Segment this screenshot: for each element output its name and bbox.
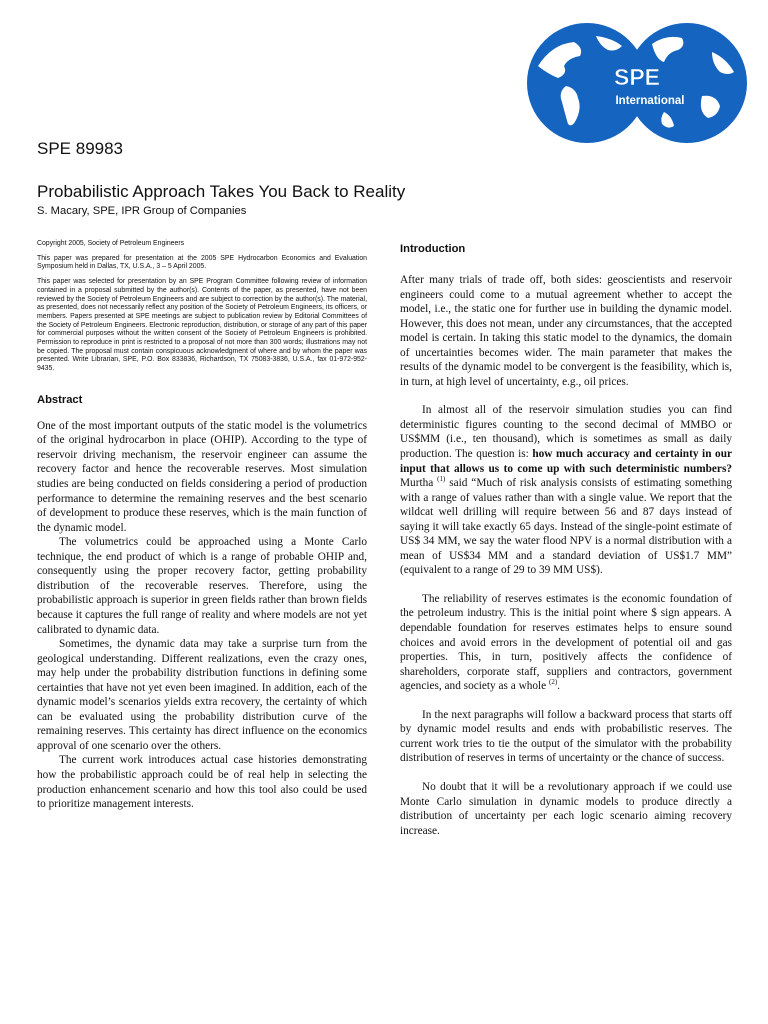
reference-1: (1) [437, 475, 446, 484]
abstract-paragraph-3: Sometimes, the dynamic data may take a surprise turn from the geological understanding. Different realizations, even the crazy ones, may help under the probability distribution functions in defining some certainties that have not yet even been imagined. In addition, each of the dynamic model’s scenarios yields extra recovery, the certainty of which can be evaluated using the probability distribution curve of the remaining reserves. This certainty has direct influence on the economics approval of one scenario over the others. [37, 638, 367, 752]
permission-notice: This paper was selected for presentation by an SPE Program Committee following review of information contained in a proposal submitted by the author(s). Contents of the paper, as presented, have not been reviewed by the Society of Petroleum Engineers and are subject to correction by the author(s). The material, as presented, does not necessarily reflect any position of the Society of Petroleum Engineers, its officers, or members. Papers presented at SPE meetings are subject to publication review by Editorial Committees of the Society of Petroleum Engineers. Electronic reproduction, distribution, or storage of any part of this paper for commercial purposes without the written consent of the Society of Petroleum Engineers is prohibited. Permission to reproduce in print is restricted to a proposal of not more than 300 words; illustrations may not be copied. The proposal must contain conspicuous acknowledgment of where and by whom the paper was presented. Write Librarian, SPE, P.O. Box 833836, Richardson, TX 75083-3836, U.S.A., fax 01-972-952-9435. [37, 278, 367, 373]
introduction-paragraph-5: No doubt that it will be a revolutionary approach if we could use Monte Carlo simulation in dynamic models to produce directly a distribution of uncertainty per each logic scenario aiming recovery increase. [400, 780, 732, 837]
logo-international-text: International [615, 95, 685, 107]
introduction-paragraph-2 [400, 403, 732, 578]
presentation-notice: This paper was prepared for presentation at the 2005 SPE Hydrocarbon Economics and Evaluation Symposium held in Dallas, TX, U.S.A., 3 – 5 April 2005. [37, 254, 367, 271]
introduction-paragraph-3 [400, 592, 732, 694]
p2-text-start: In almost all of the reservoir simulation studies you can find deterministic figures counting to the second decimal of MMBO or US$MM (i.e., ten thousand), which is sometimes as small as daily production. The question is: [400, 404, 732, 461]
p2-bold-question: how much accuracy and certainty in our input that allows us to come up with such deterministic numbers? [400, 448, 732, 475]
introduction-paragraph-4: In the next paragraphs will follow a backward process that starts off by dynamic model results and ends with probabilistic reserves. The current work tries to tie the output of the simulator with the probability distribution of reserves in terms of uncertainty or the chance of success. [400, 708, 732, 765]
p3-text-start: The reliability of reserves estimates is the economic foundation of the petroleum industry. This is the initial point where $ sign appears. A dependable foundation for reserves estimates helps to ensure sound choices and avoid errors in the development of potential oil and gas properties. This, in turn, positively affects the confidence of shareholders, corporate staff, suppliers and contractors, government agencies, and society as a whole [400, 592, 732, 693]
abstract-heading: Abstract [37, 393, 83, 406]
p2-text-end: said “Much of risk analysis consists of estimating something with a range of values rather than with a single value. We report that the wildcat well drilling will require between 56 and 87 days instead of saying it will take exactly 65 days. Instead of the single-point estimate of US$ 34 MM, we say the water flood NPV is a normal distribution with a mean of US$34 MM and a standard deviation of US$1.7 MM” (equivalent to a range of 29 to 39 MM US$). [400, 477, 732, 577]
spe-international-logo [526, 22, 748, 144]
abstract-paragraph-4: The current work introduces actual case histories demonstrating how the probabilistic approach could be of real help in selecting the production enhancement scenario and how this tool also could be used to prioritize management interests. [37, 754, 367, 811]
reference-2: (2) [549, 678, 558, 687]
copyright-line: Copyright 2005, Society of Petroleum Engineers [37, 240, 185, 247]
paper-number: SPE 89983 [37, 139, 124, 158]
abstract-paragraph-2: The volumetrics could be approached using a Monte Carlo technique, the end product of which is a range of probable OHIP and, consequently using the proper recovery factor, getting probability distribution of the recoverable reserves. Therefore, using the probabilistic approach is superior in green fields rather than brown fields because it captures the full range of reality and where models are not yet calibrated to dynamic data. [37, 536, 367, 636]
right-column [400, 240, 732, 838]
introduction-paragraph-1: After many trials of trade off, both sides: geoscientists and reservoir engineers could come to a mutual agreement whether to accept the model, i.e., the static one for further use in building the dynamic model. However, this does not mean, under any circumstances, that the accepted model is certain. In taking this static model to the dynamics, the domain of uncertainties becomes wider. The main parameter that makes the results of the dynamic model to be convergent is the feasibility, which is, in turn, at high level of uncertainty, e.g., oil prices. [400, 274, 732, 388]
introduction-heading: Introduction [400, 243, 466, 255]
left-column [37, 240, 367, 812]
p3-text-end: . [557, 680, 560, 693]
abstract-paragraph-1: One of the most important outputs of the static model is the volumetrics of the original hydrocarbon in place (OHIP). According to the type of reservoir driving mechanism, the reservoir engineer can assume the recovery factor and hence the recoverable reserves. Most simulation studies are being conducted on fields considering a period of production performance to determine the remaining reserves and the best scenario of development to produce these reserves, which is the main function of the dynamic model. [37, 419, 367, 534]
p2-text-mid: Murtha [400, 477, 438, 490]
authors-line: S. Macary, SPE, IPR Group of Companies [37, 205, 247, 217]
paper-title: Probabilistic Approach Takes You Back to Reality [37, 182, 406, 201]
logo-spe-text: SPE [613, 64, 661, 90]
